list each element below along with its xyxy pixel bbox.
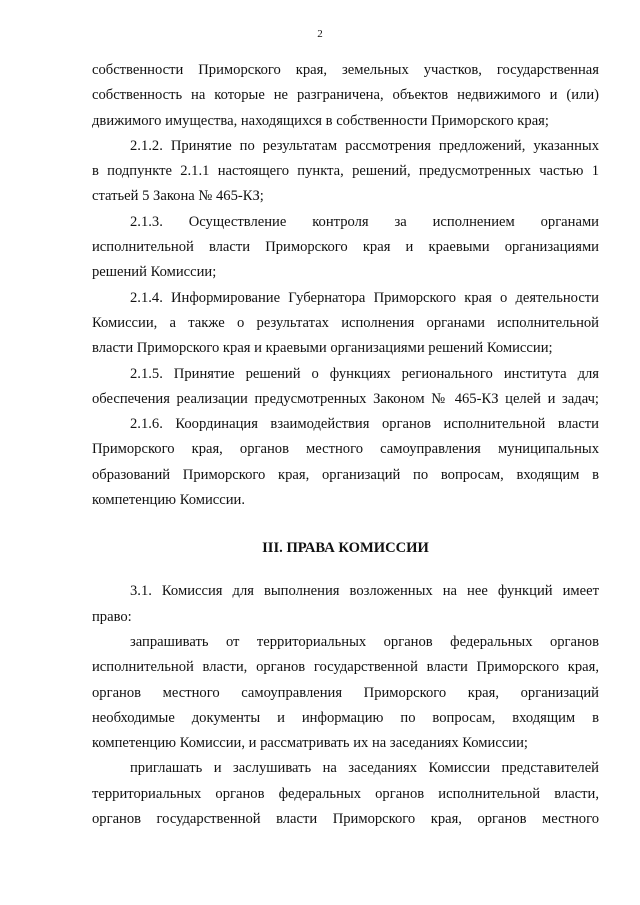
paragraph: [92, 579, 599, 630]
text-line: необходимые документы и информацию по вопросам, входящим в: [92, 709, 599, 726]
text-line: 2.1.3. Осуществление контроля за исполнением органами: [130, 213, 599, 230]
section-heading: III. ПРАВА КОМИССИИ: [262, 540, 429, 557]
text-line: в подпункте 2.1.1 настоящего пункта, решений, предусмотренных частью 1: [92, 163, 599, 180]
text-line: исполнительной власти, органов государственной власти Приморского края,: [92, 659, 599, 676]
text-line: компетенцию Комиссии.: [92, 492, 246, 509]
text-line: органов государственной власти Приморского края, органов местного: [92, 811, 599, 828]
text-line: собственность на которые не разграничена, объектов недвижимого и (или): [92, 87, 599, 104]
text-line: решений Комиссии;: [92, 264, 217, 281]
text-line: Приморского края, органов местного самоуправления муниципальных: [92, 441, 599, 458]
text-line: приглашать и заслушивать на заседаниях Комиссии представителей: [130, 760, 599, 777]
text-line: 2.1.6. Координация взаимодействия органов исполнительной власти: [130, 416, 599, 433]
text-line: обеспечения реализации предусмотренных Законом № 465-КЗ целей и задач;: [92, 390, 599, 407]
text-line: запрашивать от территориальных органов федеральных органов: [130, 633, 599, 650]
paragraph: [92, 630, 599, 756]
text-line: территориальных органов федеральных органов исполнительной власти,: [92, 785, 599, 802]
paragraph: [92, 134, 599, 210]
text-line: власти Приморского края и краевыми организациями решений Комиссии;: [92, 340, 553, 357]
text-line: право:: [92, 608, 132, 625]
text-line: 2.1.4. Информирование Губернатора Приморского края о деятельности: [130, 289, 599, 306]
paragraph: [92, 210, 599, 286]
paragraph: [92, 756, 599, 832]
paragraph: [92, 286, 599, 362]
text-line: компетенцию Комиссии, и рассматривать их на заседаниях Комиссии;: [92, 735, 528, 752]
text-line: собственности Приморского края, земельных участков, государственная: [92, 62, 599, 78]
text-line: органов местного самоуправления Приморского края, организаций: [92, 684, 599, 701]
text-line: исполнительной власти Приморского края и краевыми организациями: [92, 239, 599, 256]
text-line: движимого имущества, находящихся в собственности Приморского края;: [92, 112, 549, 129]
text-line: статьей 5 Закона № 465-КЗ;: [92, 188, 264, 205]
text-line: образований Приморского края, организаций по вопросам, входящим в: [92, 466, 599, 483]
paragraph: [92, 58, 599, 134]
text-line: 3.1. Комиссия для выполнения возложенных на нее функций имеет: [130, 583, 599, 600]
text-line: Комиссии, а также о результатах исполнения органами исполнительной: [92, 314, 599, 331]
text-line: 2.1.2. Принятие по результатам рассмотрения предложений, указанных: [130, 137, 599, 154]
page-number: 2: [317, 28, 323, 40]
document-body: [92, 58, 599, 832]
text-line: 2.1.5. Принятие решений о функциях регионального института для: [130, 365, 599, 382]
paragraph: [92, 412, 599, 513]
paragraph: [92, 362, 599, 413]
